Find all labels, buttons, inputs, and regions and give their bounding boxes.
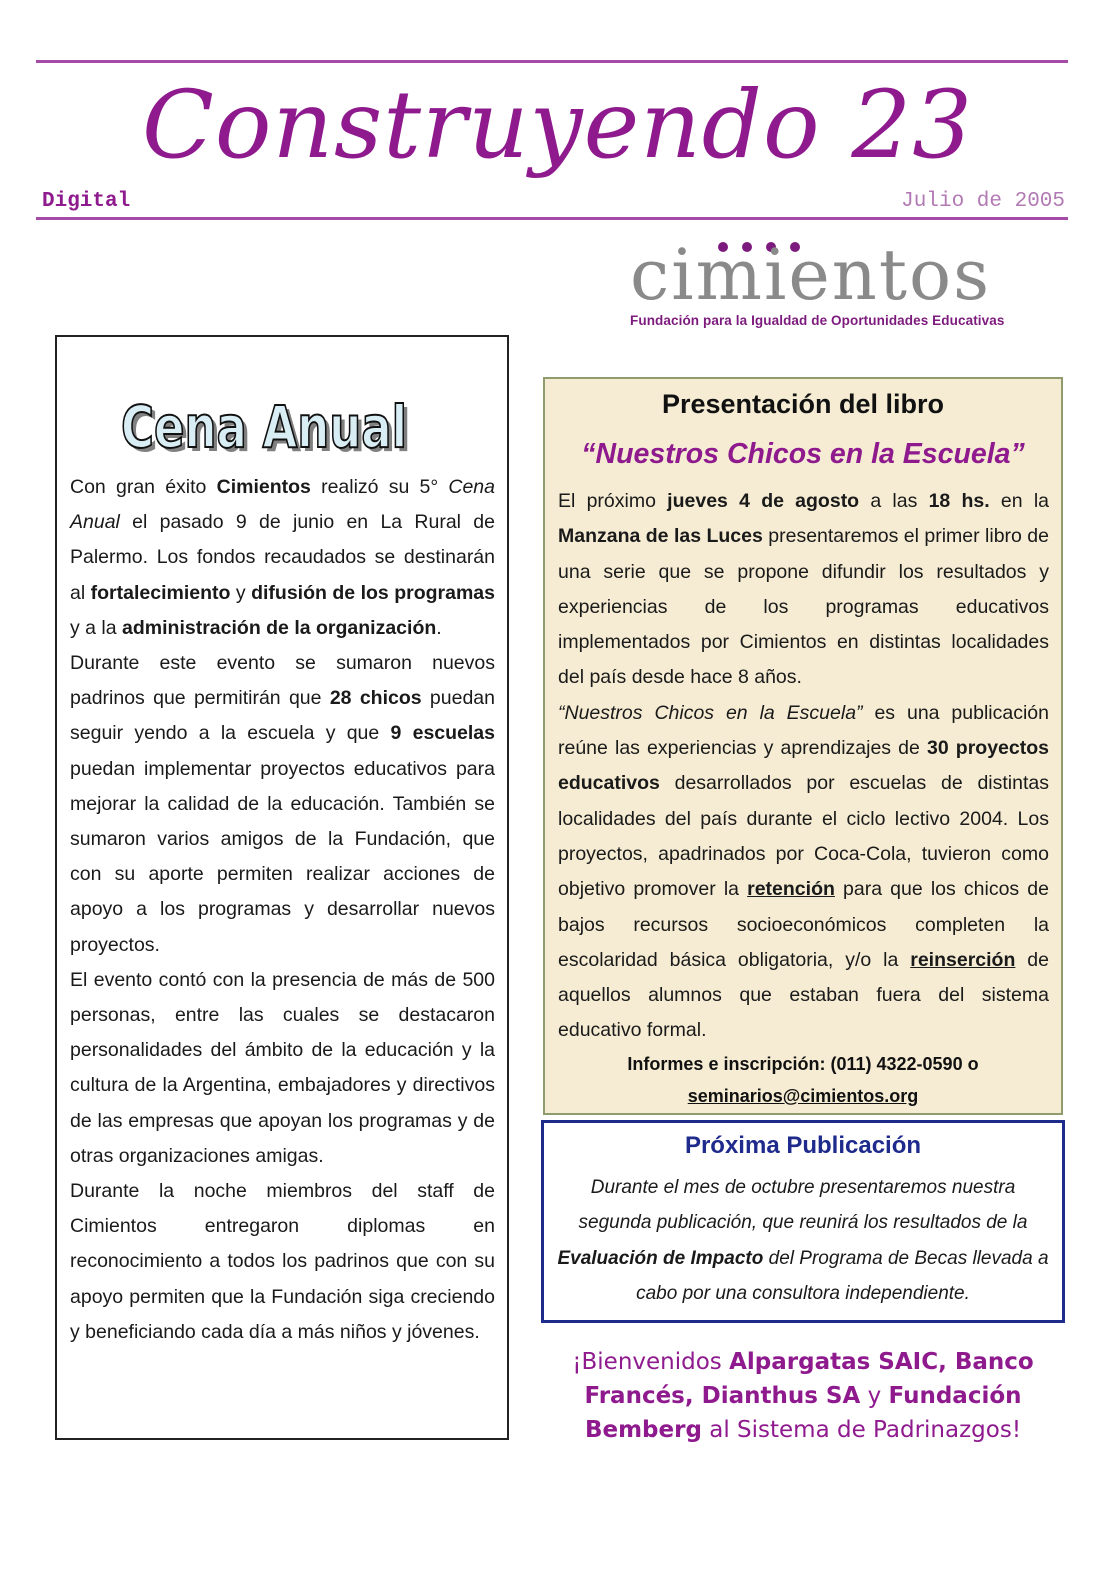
book-title: Presentación del libro — [661, 389, 945, 419]
cena-anual-heading-text: Cena Anual — [125, 397, 411, 459]
cena-anual-box — [55, 335, 509, 1440]
book-text — [558, 484, 1049, 1049]
book-paragraph-2: “Nuestros Chicos en la Escuela” es una publicación reúne las experiencias y aprendizajes de 30 proyectos educativos desarrollados por escuelas de distintas localidades del país durante el ciclo lectivo 2004. Los proyectos, apadrinados por Coca-Cola, tuvieron como objetivo promover la retención para que los chicos de bajos recursos socioeconómicos completen la escolaridad básica obligatoria, y/o la reinserción de aquellos alumnos que estaban fuera del sistema educativo formal. — [558, 701, 1049, 1042]
welcome-message: ¡Bienvenidos Alpargatas SAIC, Banco Francés, Dianthus SA y Fundación Bemberg al Sistema de Padrinazgos! — [572, 1349, 1034, 1443]
book-presentation-box — [543, 377, 1063, 1115]
cena-paragraph-2: Durante este evento se sumaron nuevos padrinos que permitirán que 28 chicos puedan seguir yendo a la escuela y que 9 escuelas puedan implementar proyectos educativos para mejorar la calidad de la educación. También se sumaron varios amigos de la Fundación, que con su aporte permiten realizar acciones de apoyo a los programas y desarrollar nuevos proyectos. — [70, 652, 495, 956]
book-subtitle: “Nuestros Chicos en la Escuela” — [581, 438, 1025, 470]
cena-anual-heading-text-fg: Cena Anual — [121, 393, 407, 459]
edition-label: Digital — [42, 190, 131, 213]
top-rule — [36, 60, 1068, 63]
book-email-link[interactable]: seminarios@cimientos.org — [687, 1086, 919, 1106]
cena-paragraph-4: Durante la noche miembros del staff de Cimientos entregaron diplomas en reconocimiento a todos los padrinos que con su apoyo permiten que la Fundación siga creciendo y beneficiando cada día a más niños y jóvenes. — [70, 1180, 495, 1343]
cimientos-logo — [630, 235, 1010, 335]
cena-anual-text — [70, 470, 495, 1350]
next-publication-box — [541, 1120, 1065, 1323]
cena-paragraph-3: El evento contó con la presencia de más de 500 personas, entre las cuales se destacaron personalidades del ámbito de la educación y la cultura de la Argentina, embajadores y directivos de las empresas que apoyan los programas y de otras organizaciones amigas. — [70, 968, 495, 1167]
next-publication-title: Próxima Publicación — [684, 1132, 922, 1159]
cena-anual-heading — [115, 349, 415, 459]
book-paragraph-1: El próximo jueves 4 de agosto a las 18 hs. en la Manzana de las Luces presentaremos el primer libro de una serie que se propone difundir los resultados y experiencias de los programas educativos implementados por Cimientos en distintas localidades del país desde hace 8 años. — [558, 490, 1050, 689]
next-publication-text: Durante el mes de octubre presentaremos nuestra segunda publicación, que reunirá los resultados de la Evaluación de Impacto del Programa de Becas llevada a cabo por una consultora independiente. — [557, 1177, 1049, 1304]
logo-tagline: Fundación para la Igualdad de Oportunidades Educativas — [630, 313, 1005, 328]
newsletter-title: Construyendo 23 — [141, 71, 974, 180]
cena-paragraph-1: Con gran éxito Cimientos realizó su 5° Cena Anual el pasado 9 de junio en La Rural de Palermo. Los fondos recaudados se destinarán al fortalecimiento y difusión de los programas y a la administración de la organización. — [70, 476, 495, 639]
issue-date: Julio de 2005 — [901, 190, 1065, 213]
logo-wordmark: cimientos — [630, 234, 992, 316]
bottom-rule — [36, 217, 1068, 220]
book-contact-info: Informes e inscripción: (011) 4322-0590 o — [627, 1054, 979, 1074]
